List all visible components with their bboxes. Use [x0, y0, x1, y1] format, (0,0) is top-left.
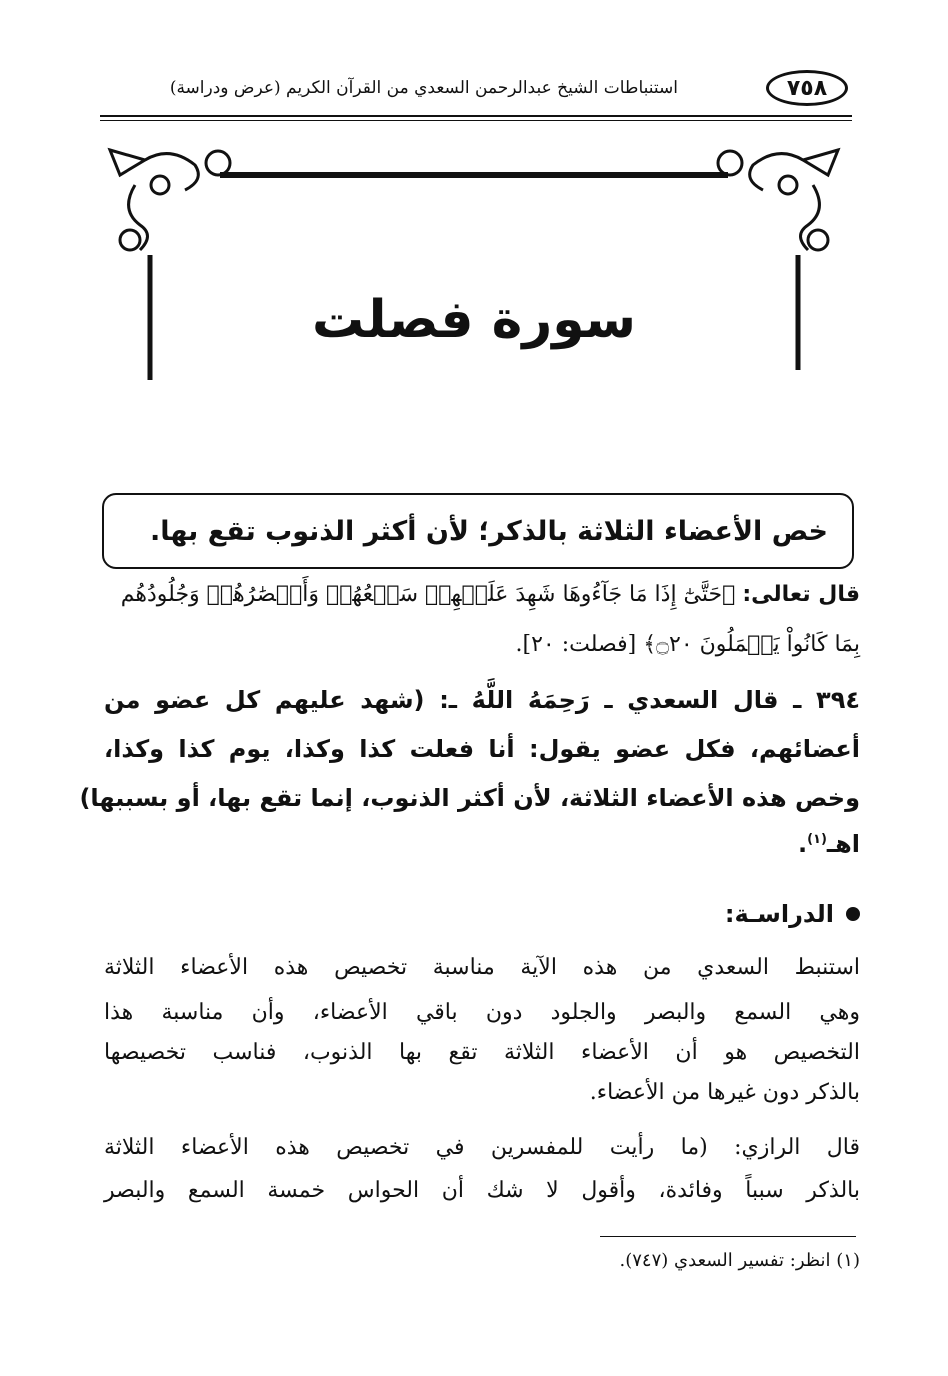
study-para1-line: استنبط السعدي من هذه الآية مناسبة تخصيص هذه الأعضاء الثلاثة	[104, 955, 860, 980]
quote-ending: اهـ	[826, 830, 860, 858]
verse-text-1: ﴿حَتَّىٰٓ إِذَا مَا جَآءُوهَا شَهِدَ عَلَيۡهِمۡ سَمۡعُهُمۡ وَأَبۡصَٰرُهُمۡ وَجُلُودُهُم	[120, 582, 736, 607]
bullet-icon	[846, 907, 860, 921]
page-number: ٧٥٨	[786, 75, 828, 101]
verse-intro: قال تعالى:	[742, 582, 860, 607]
verse-line-1	[121, 582, 860, 607]
footnote-marker: (١)	[807, 832, 827, 847]
footnote: (١) انظر: تفسير السعدي (٧٤٧).	[619, 1250, 860, 1271]
boxed-heading-text: خص الأعضاء الثلاثة بالذكر؛ لأن أكثر الذنوب تقع بها.	[149, 515, 828, 547]
quote-line-4	[798, 830, 860, 858]
quote-line-2: أعضائهم، فكل عضو يقول: أنا فعلت كذا وكذا، يوم كذا وكذا،	[104, 735, 860, 763]
footnote-rule	[600, 1236, 856, 1237]
study-heading-text: الدراسـة:	[724, 900, 834, 928]
running-title: استنباطات الشيخ عبدالرحمن السعدي من القرآن الكريم (عرض ودراسة)	[169, 78, 678, 98]
study-para1-line: التخصيص هو أن الأعضاء الثلاثة تقع بها الذنوب، فناسب تخصيصها	[104, 1040, 860, 1065]
header-rule	[100, 115, 852, 117]
header-rule-thin	[100, 120, 852, 121]
quote-line-3: وخص هذه الأعضاء الثلاثة، لأن أكثر الذنوب، إنما تقع بها، أو بسببها)	[79, 784, 860, 812]
study-para2-line: بالذكر سبباً وفائدة، وأقول لا شك أن الحواس خمسة السمع والبصر	[104, 1178, 860, 1203]
boxed-heading	[102, 493, 854, 569]
quote-period: .	[797, 830, 808, 858]
surah-title: سورة فصلت	[311, 290, 637, 350]
study-heading	[725, 900, 860, 928]
verse-line-2	[516, 632, 860, 657]
study-para1-line: وهي السمع والبصر والجلود دون باقي الأعضاء، وأن مناسبة هذا	[104, 1000, 860, 1025]
verse-reference: [فصلت: ٢٠].	[515, 632, 637, 657]
page-number-badge	[766, 70, 848, 106]
study-para1-line: بالذكر دون غيرها من الأعضاء.	[589, 1080, 860, 1105]
study-para2-line: قال الرازي: (ما رأيت للمفسرين في تخصيص هذه الأعضاء الثلاثة	[104, 1135, 860, 1160]
quote-line-1: ٣٩٤ ـ قال السعدي ـ رَحِمَهُ اللَّهُ ـ: (شهد عليهم كل عضو من	[104, 686, 860, 714]
verse-text-2: بِمَا كَانُواْ يَعۡمَلُونَ ۝٢٠﴾	[643, 632, 860, 657]
